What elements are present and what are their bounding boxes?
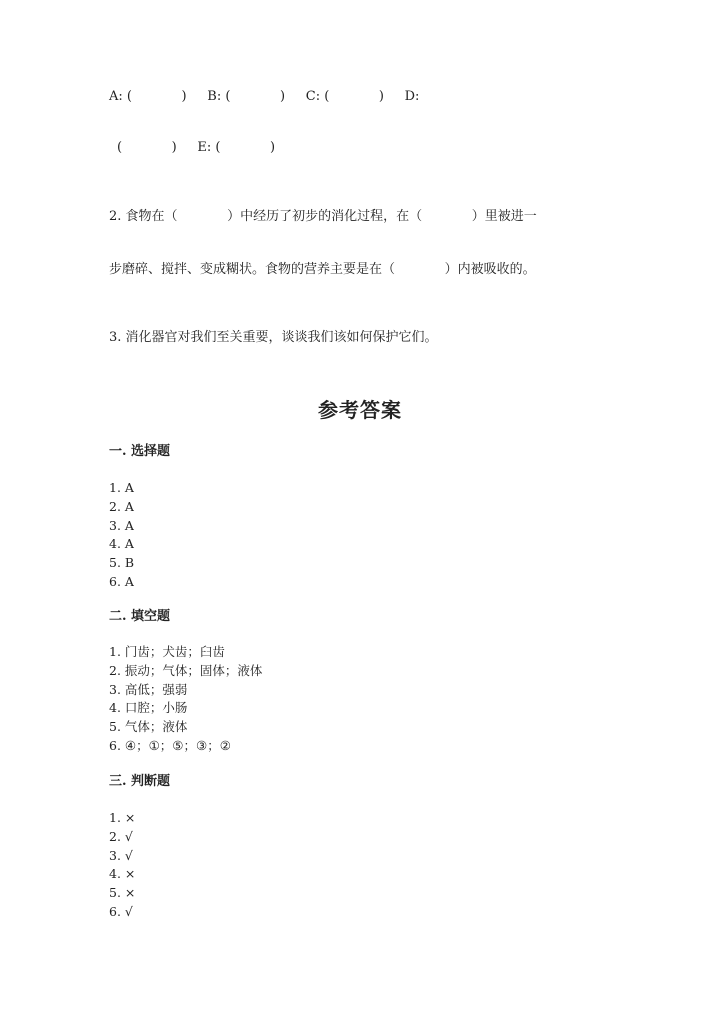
list-item: 5. ×: [109, 885, 136, 901]
choice-answers-list: [109, 479, 134, 592]
section-heading-fill: 二. 填空题: [109, 609, 171, 624]
list-item: 1. ×: [109, 810, 136, 825]
list-item: 3. 高低；强弱: [109, 681, 188, 697]
section-heading-judge: 三. 判断题: [109, 774, 171, 789]
list-item: 4. 口腔；小肠: [109, 700, 188, 716]
list-item: 1. A: [109, 480, 134, 495]
section-heading-choice: 一. 选择题: [109, 444, 171, 459]
list-item: 3. A: [109, 517, 134, 533]
answer-key-title: 参考答案: [318, 398, 402, 422]
q3-text: 3. 消化器官对我们至关重要，谈谈我们该如何保护它们。: [109, 330, 438, 345]
q2-line-1: 2. 食物在（ ）中经历了初步的消化过程，在（ ）里被进一: [109, 209, 537, 224]
list-item: 3. √: [109, 847, 133, 863]
judge-answers-list: [109, 809, 135, 922]
q1-blanks-row-2: ( ) E: ( ): [117, 140, 276, 155]
list-item: 2. √: [109, 828, 133, 844]
list-item: 4. ×: [109, 866, 136, 882]
fill-answers-list: [109, 643, 262, 756]
list-item: 4. A: [109, 536, 134, 552]
list-item: 6. ④；①；⑤；③；②: [109, 737, 231, 753]
list-item: 5. 气体；液体: [109, 719, 188, 735]
q1-blanks-row-1: A: ( ) B: ( ) C: ( ) D:: [109, 89, 420, 104]
list-item: 1. 门齿；犬齿；臼齿: [109, 644, 225, 659]
q2-line-2: 步磨碎、搅拌、变成糊状。食物的营养主要是在（ ）内被吸收的。: [109, 262, 536, 277]
list-item: 6. A: [109, 573, 134, 589]
list-item: 5. B: [109, 555, 135, 571]
list-item: 2. A: [109, 498, 134, 514]
list-item: 2. 振动；气体；固体；液体: [109, 662, 263, 678]
list-item: 6. √: [109, 903, 133, 919]
